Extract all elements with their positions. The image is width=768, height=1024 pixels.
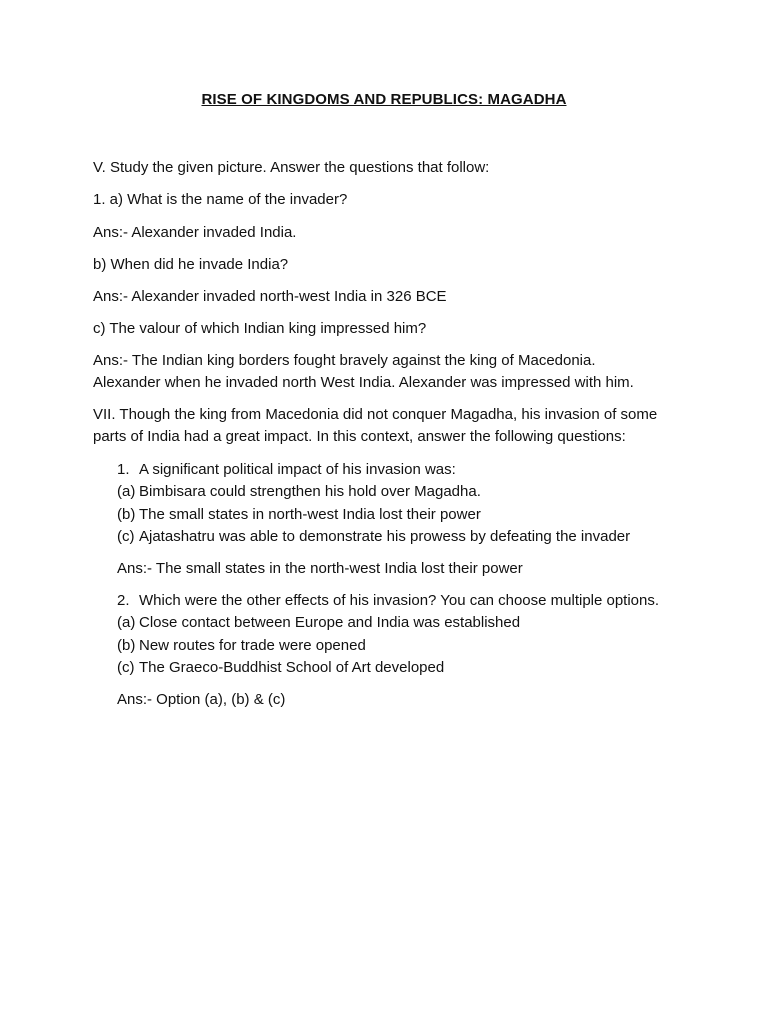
section-v-heading: V. Study the given picture. Answer the questions that follow:	[93, 159, 490, 176]
question-1-option-b	[117, 504, 481, 526]
question-2	[117, 590, 659, 612]
answer-1c-line-2: Alexander when he invaded north West India. Alexander was impressed with him.	[93, 374, 634, 391]
question-1-number: 1.	[117, 461, 130, 478]
question-2-number: 2.	[117, 592, 130, 609]
option-label: (a)	[117, 614, 136, 631]
option-label: (c)	[117, 659, 135, 676]
question-1-option-a	[117, 481, 481, 503]
option-label: (b)	[117, 637, 136, 654]
section-vii-intro-line-2: parts of India had a great impact. In this context, answer the following questions:	[93, 428, 626, 445]
answer-1c-line-1: Ans:- The Indian king borders fought bravely against the king of Macedonia.	[93, 352, 596, 369]
option-text: Bimbisara could strengthen his hold over Magadha.	[139, 483, 481, 500]
option-label: (c)	[117, 528, 135, 545]
question-1	[117, 459, 456, 481]
question-2-option-c	[117, 657, 444, 679]
question-1c: c) The valour of which Indian king impressed him?	[93, 320, 427, 337]
option-label: (a)	[117, 483, 136, 500]
question-1-option-c	[117, 526, 630, 548]
answer-1b: Ans:- Alexander invaded north-west India in 326 BCE	[93, 288, 447, 305]
section-vii-intro-line-1: VII. Though the king from Macedonia did not conquer Magadha, his invasion of some	[93, 406, 658, 423]
option-text: New routes for trade were opened	[139, 637, 366, 654]
question-1b: b) When did he invade India?	[93, 256, 289, 273]
question-1a: 1. a) What is the name of the invader?	[93, 191, 348, 208]
option-text: The Graeco-Buddhist School of Art developed	[139, 659, 445, 676]
option-text: Ajatashatru was able to demonstrate his prowess by defeating the invader	[139, 528, 631, 545]
option-label: (b)	[117, 506, 136, 523]
question-1-text: A significant political impact of his invasion was:	[139, 461, 456, 478]
question-2-option-b	[117, 635, 366, 657]
question-2-answer: Ans:- Option (a), (b) & (c)	[117, 691, 286, 708]
page-title: RISE OF KINGDOMS AND REPUBLICS: MAGADHA	[201, 91, 567, 108]
answer-1a: Ans:- Alexander invaded India.	[93, 224, 297, 241]
question-2-text: Which were the other effects of his invasion? You can choose multiple options.	[139, 592, 660, 609]
option-text: Close contact between Europe and India was established	[139, 614, 521, 631]
question-1-answer: Ans:- The small states in the north-west India lost their power	[117, 560, 523, 577]
question-2-option-a	[117, 612, 520, 634]
option-text: The small states in north-west India lost their power	[139, 506, 481, 523]
